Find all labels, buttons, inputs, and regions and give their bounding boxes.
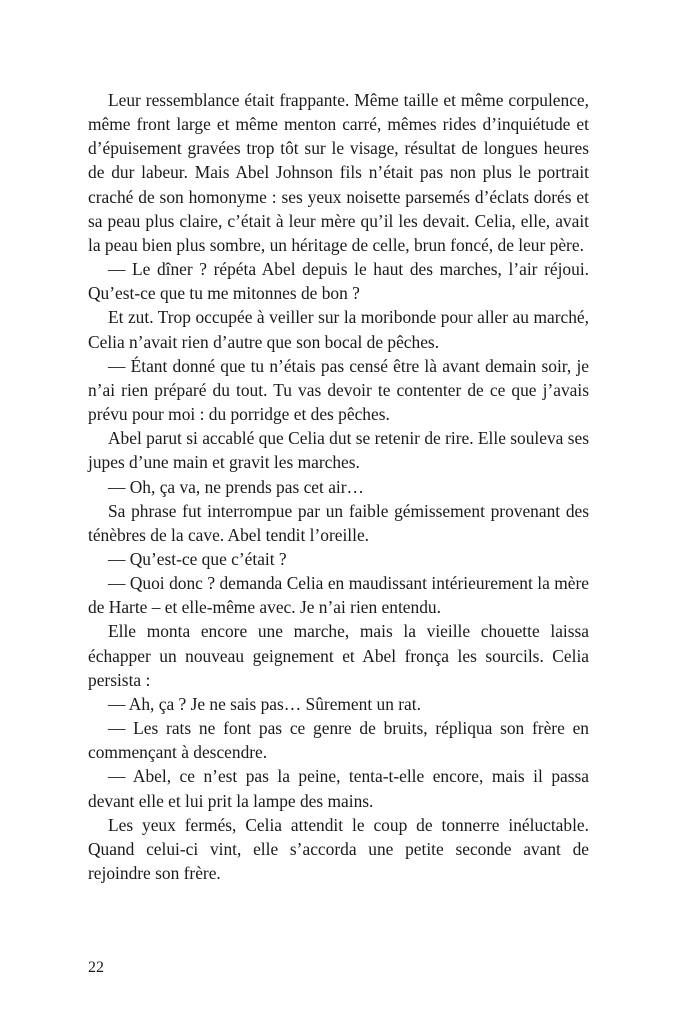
paragraph-11: — Ah, ça ? Je ne sais pas… Sûrement un rat. — [108, 693, 421, 714]
body-text — [88, 88, 589, 885]
paragraph-1: Leur ressemblance était frappante. Même taille et même corpulence, même front large et même menton carré, mêmes rides d’inquiétude et d’épuisement gravées trop tôt sur le visage, résultat de longues heures de dur labeur. Mais Abel Johnson fils n’était pas non plus le portrait craché de son homonyme : ses yeux noisette parsemés d’éclats dorés et sa peau plus claire, c’était à leur mère qu’il les devait. Celia, elle, avait la peau bien plus sombre, un héritage de celle, brun foncé, de leur père. — [88, 90, 589, 255]
paragraph-2: — Le dîner ? répéta Abel depuis le haut des marches, l’air réjoui. Qu’est-ce que tu me mitonnes de bon ? — [88, 259, 589, 304]
paragraph-13: — Abel, ce n’est pas la peine, tenta-t-elle encore, mais il passa devant elle et lui prit la lampe des mains. — [88, 766, 589, 811]
page-number: 22 — [88, 959, 104, 976]
paragraph-3: Et zut. Trop occupée à veiller sur la moribonde pour aller au marché, Celia n’avait rien d’autre que son bocal de pêches. — [88, 307, 589, 352]
paragraph-7: Sa phrase fut interrompue par un faible gémissement provenant des ténèbres de la cave. Abel tendit l’oreille. — [88, 500, 589, 545]
paragraph-6: — Oh, ça va, ne prends pas cet air… — [108, 476, 364, 497]
paragraph-4: — Étant donné que tu n’étais pas censé être là avant demain soir, je n’ai rien préparé du tout. Tu vas devoir te contenter de ce que j’avais prévu pour moi : du porridge et des pêches. — [88, 355, 589, 425]
paragraph-9: — Quoi donc ? demanda Celia en maudissant intérieurement la mère de Harte – et elle-même avec. Je n’ai rien entendu. — [88, 573, 589, 618]
paragraph-10: Elle monta encore une marche, mais la vieille chouette laissa échapper un nouveau geignement et Abel fronça les sourcils. Celia persista : — [88, 621, 589, 690]
paragraph-14: Les yeux fermés, Celia attendit le coup de tonnerre inéluctable. Quand celui-ci vint, elle s’accorda une petite seconde avant de rejoindre son frère. — [88, 814, 589, 883]
paragraph-8: — Qu’est-ce que c’était ? — [108, 548, 287, 569]
paragraph-5: Abel parut si accablé que Celia dut se retenir de rire. Elle souleva ses jupes d’une main et gravit les marches. — [88, 428, 589, 473]
paragraph-12: — Les rats ne font pas ce genre de bruits, répliqua son frère en commençant à descendre. — [88, 718, 589, 763]
